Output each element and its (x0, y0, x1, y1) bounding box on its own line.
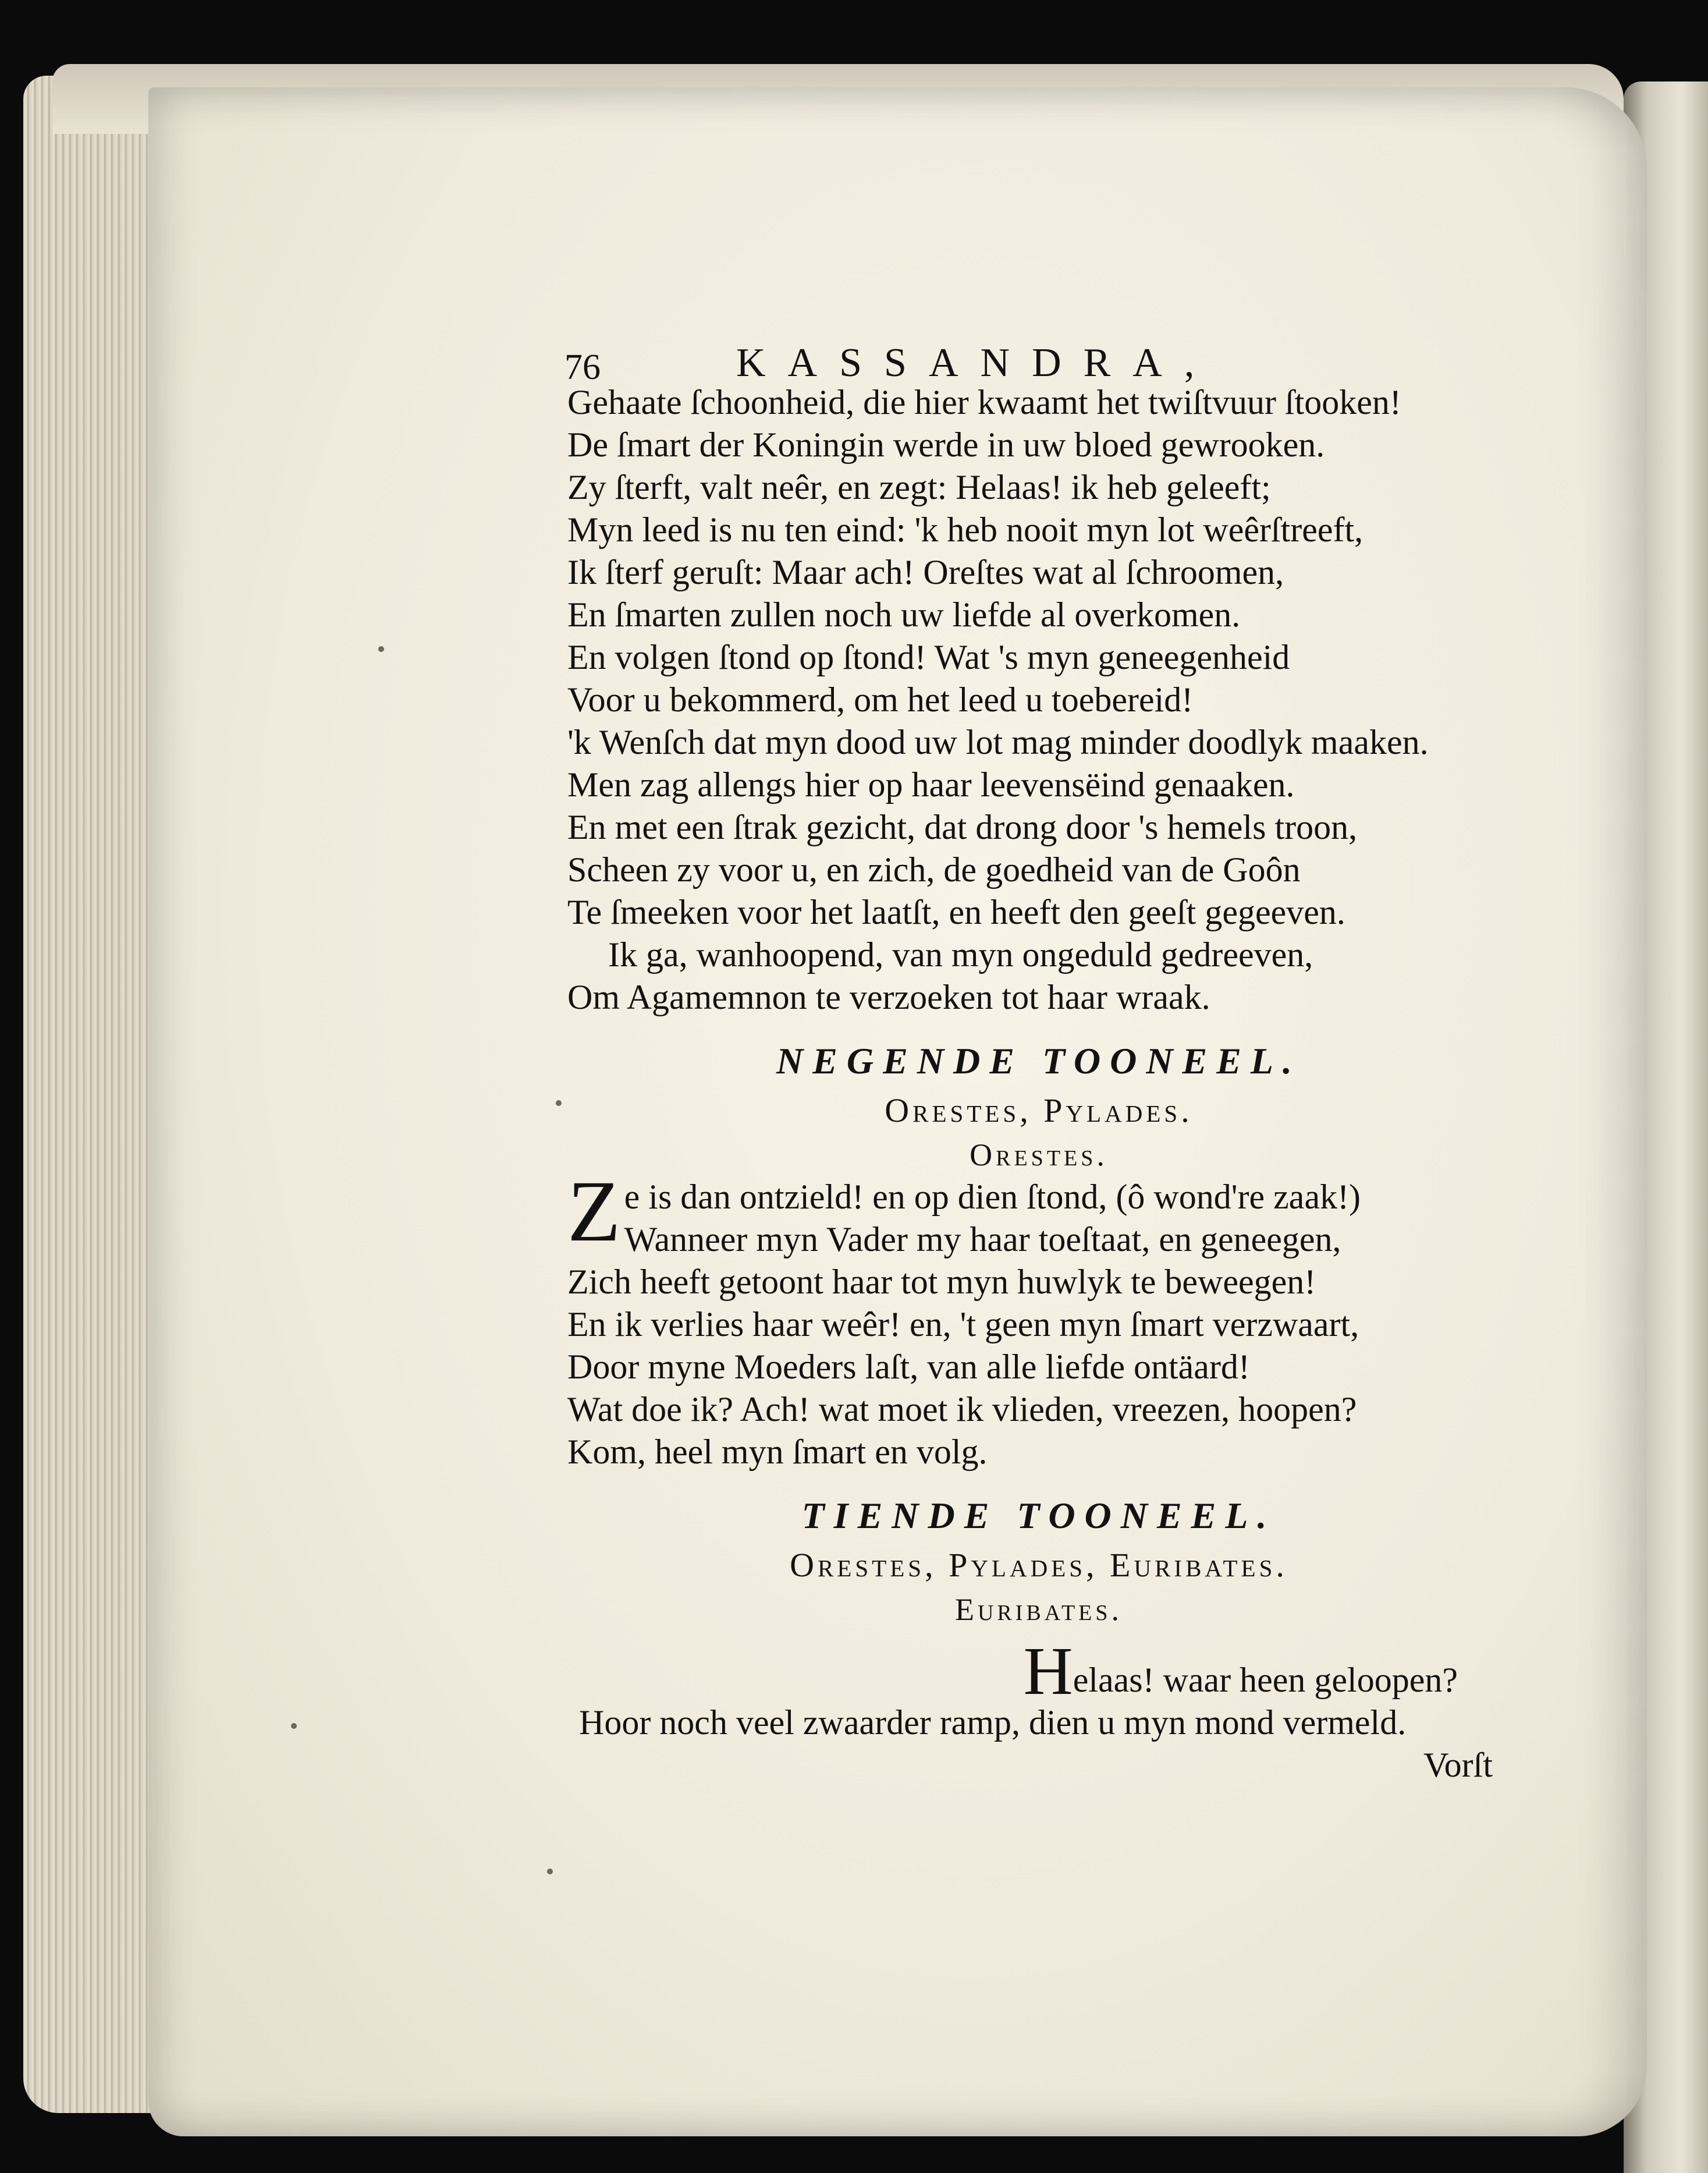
scene-10-title: TIENDE TOONEEL. (801, 1495, 1276, 1536)
verse-line: Myn leed is nu ten eind: 'k heb nooit myn lot weêrſtreeft, (567, 511, 1363, 549)
paper-speck (378, 646, 384, 652)
scene-9-title: NEGENDE TOONEEL. (776, 1040, 1301, 1082)
verse-line-indented: Ik ga, wanhoopend, van myn ongeduld gedreeven, (608, 935, 1313, 974)
paper-speck (556, 1100, 562, 1106)
large-initial: H (1023, 1633, 1073, 1709)
paper-speck (547, 1869, 553, 1874)
page-number: 76 (564, 348, 601, 387)
scene-9-persons: Orestes, Pylades. (885, 1091, 1193, 1129)
verse-line-text: elaas! waar heen geloopen? (1073, 1661, 1458, 1699)
scene-10-persons: Orestes, Pylades, Euribates. (790, 1546, 1288, 1584)
verse-line: En met een ſtrak gezicht, dat drong door 's hemels troon, (567, 808, 1358, 846)
verse-line: Door myne Moeders laſt, van alle liefde ontäard! (567, 1348, 1250, 1386)
verse-block-1 (567, 381, 1510, 1019)
verse-line-bigcap (567, 1633, 1510, 1709)
paper-speck (291, 1723, 297, 1729)
verse-line: Hoor noch veel zwaarder ramp, dien u myn mond vermeld. (579, 1703, 1407, 1742)
verse-line: Te ſmeeken voor het laatſt, en heeft den geeſt gegeeven. (567, 893, 1345, 931)
drop-cap: Z (567, 1163, 621, 1260)
verse-line: En volgen ſtond op ſtond! Wat 's myn geneegenheid (567, 638, 1290, 676)
verse-line: 'k Wenſch dat myn dood uw lot mag minder doodlyk maaken. (567, 723, 1429, 761)
verse-line: De ſmart der Koningin werde in uw bloed gewrooken. (567, 426, 1325, 464)
verse-line: Ik ſterf geruſt: Maar ach! Oreſtes wat al ſchroomen, (567, 553, 1284, 591)
verse-line: Om Agamemnon te verzoeken tot haar wraak. (567, 978, 1210, 1016)
verse-line: En ſmarten zullen noch uw liefde al overkomen. (567, 595, 1241, 634)
verse-line: Men zag allengs hier op haar leevensëind genaaken. (567, 765, 1295, 804)
catchword: Vorſt (1423, 1746, 1493, 1784)
verse-line: Gehaate ſchoonheid, die hier kwaamt het twiſtvuur ſtooken! (567, 383, 1401, 421)
verse-line: Kom, heel myn ſmart en volg. (567, 1433, 988, 1471)
scene-10-speaker: Euribates. (954, 1592, 1123, 1627)
verse-block-2 (567, 1163, 1510, 1473)
verse-line: Zy ſterft, valt neêr, en zegt: Helaas! ik heb geleeft; (567, 468, 1271, 506)
verse-line: Scheen zy voor u, en zich, de goedheid van de Goôn (567, 850, 1301, 889)
verse-line-text: e is dan ontzield! en op dien ſtond, (ô wond're zaak!) (624, 1178, 1361, 1216)
running-title: KASSANDRA, (736, 341, 1217, 385)
verse-line: Wanneer myn Vader my haar toeſtaat, en geneegen, (624, 1220, 1341, 1259)
page-text (564, 329, 1510, 1786)
verse-block-3 (567, 1633, 1510, 1786)
verse-line: En ik verlies haar weêr! en, 't geen myn ſmart verzwaart, (567, 1305, 1359, 1343)
verse-line: Voor u bekommerd, om het leed u toebereid! (567, 680, 1194, 719)
scene-9-speaker: Orestes. (970, 1137, 1108, 1172)
verse-line: Zich heeft getoont haar tot myn huwlyk te beweegen! (567, 1263, 1316, 1301)
verse-line: Wat doe ik? Ach! wat moet ik vlieden, vreezen, hoopen? (567, 1390, 1357, 1428)
page-header (564, 329, 1510, 387)
